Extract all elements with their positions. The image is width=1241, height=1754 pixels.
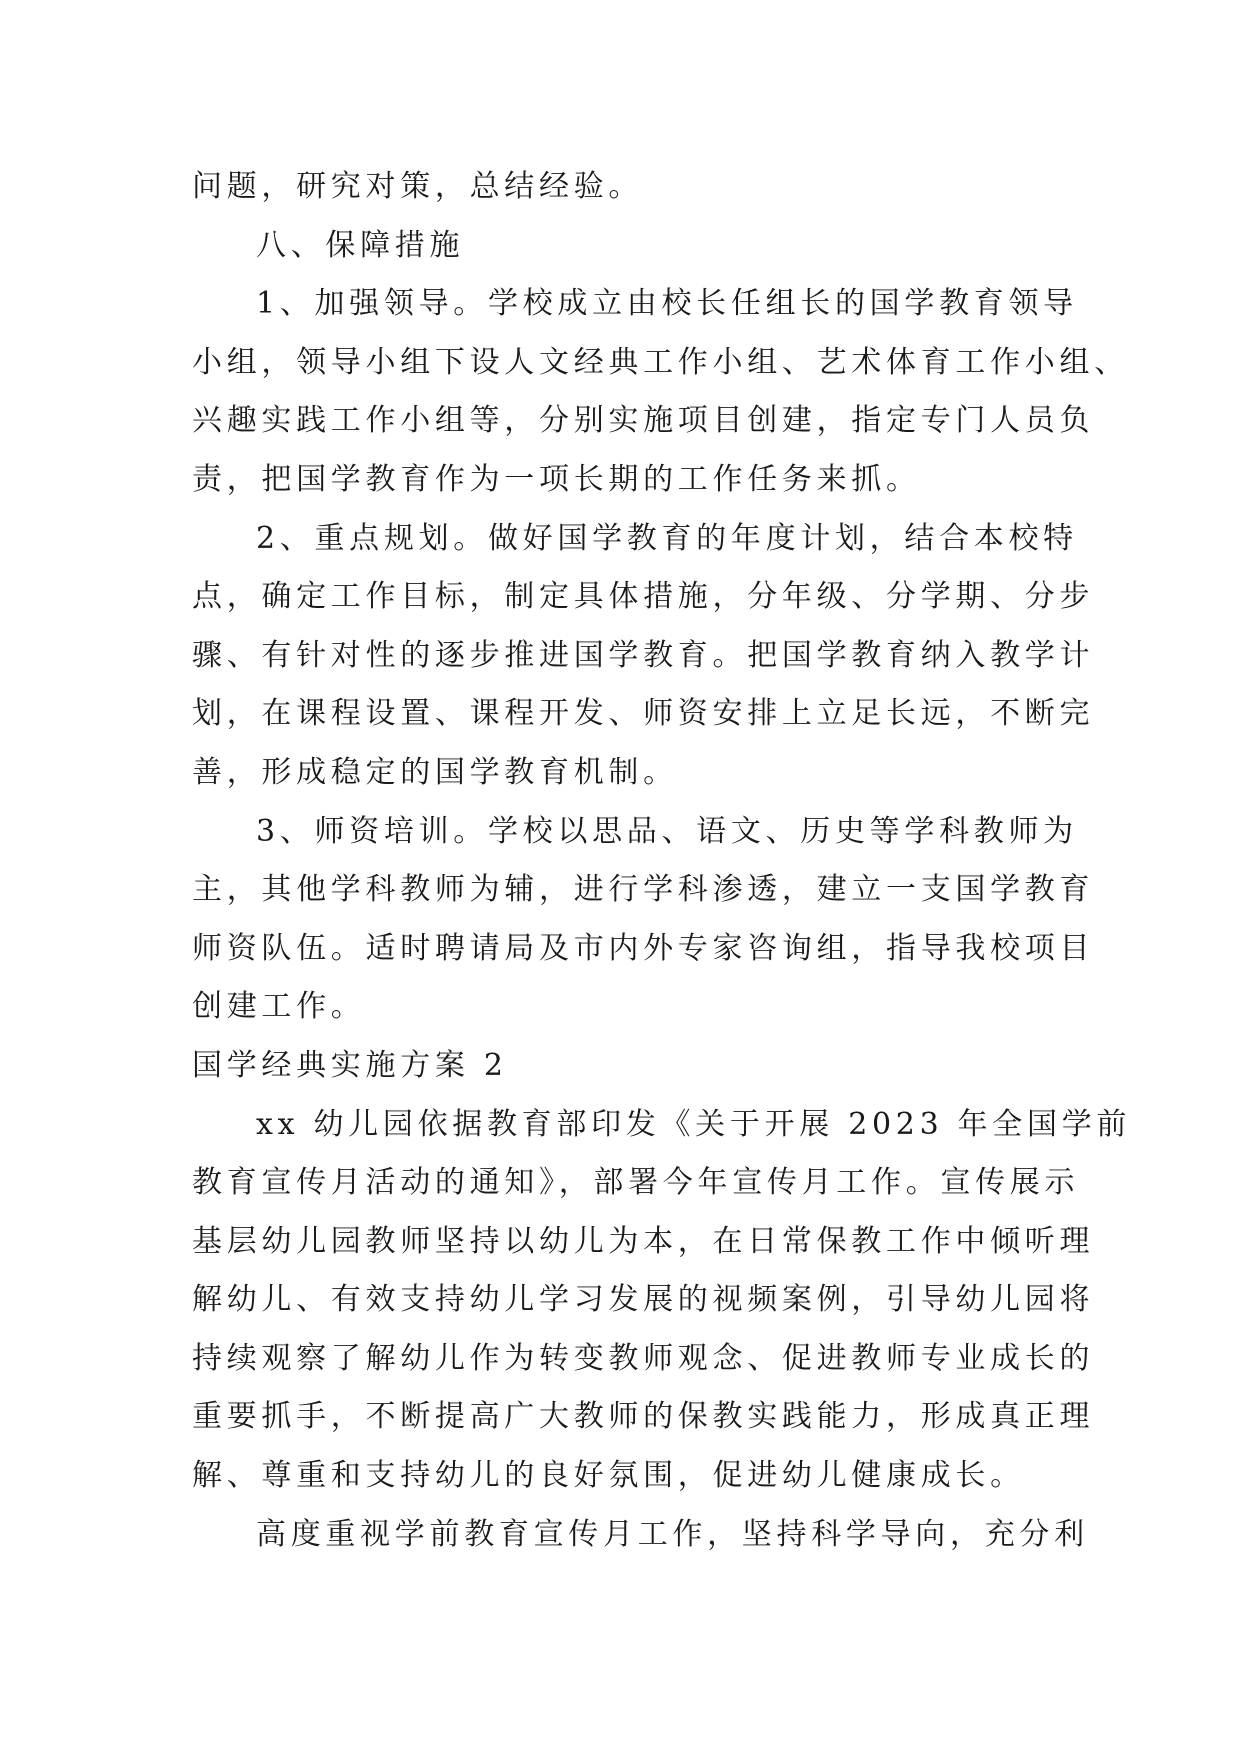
paragraph-planning bbox=[192, 510, 1095, 803]
paragraph-line: 骤、有针对性的逐步推进国学教育。把国学教育纳入教学计 bbox=[192, 637, 1095, 673]
paragraph-line: 问题，研究对策，总结经验。 bbox=[192, 169, 644, 204]
paragraph-kindergarten bbox=[192, 1096, 1132, 1506]
paragraph-line: 2、重点规划。做好国学教育的年度计划，结合本校特 bbox=[256, 520, 1078, 556]
paragraph-line: 划，在课程设置、课程开发、师资安排上立足长远，不断完 bbox=[192, 696, 1095, 732]
paragraph-line: 解幼儿、有效支持幼儿学习发展的视频案例，引导幼儿园将 bbox=[192, 1282, 1095, 1318]
paragraph-line: 小组，领导小组下设人文经典工作小组、艺术体育工作小组、 bbox=[192, 344, 1129, 380]
document-body bbox=[192, 158, 1132, 1564]
paragraph-line: 主，其他学科教师为辅，进行学科渗透，建立一支国学教育 bbox=[192, 872, 1095, 908]
paragraph-leadership bbox=[192, 275, 1129, 509]
paragraph-line: 高度重视学前教育宣传月工作，坚持科学导向，充分利 bbox=[256, 1516, 1089, 1552]
paragraph-line: 创建工作。 bbox=[192, 989, 366, 1025]
paragraph-training bbox=[192, 803, 1095, 1037]
paragraph-line: 重要抓手，不断提高广大教师的保教实践能力，形成真正理 bbox=[192, 1399, 1095, 1435]
paragraph-line: 点，确定工作目标，制定具体措施，分年级、分学期、分步 bbox=[192, 579, 1095, 615]
paragraph-line: 善，形成稳定的国学教育机制。 bbox=[192, 754, 678, 790]
paragraph-line: 师资队伍。适时聘请局及市内外专家咨询组，指导我校项目 bbox=[192, 930, 1095, 966]
paragraph-line: 基层幼儿园教师坚持以幼儿为本，在日常保教工作中倾听理 bbox=[192, 1223, 1095, 1259]
paragraph-line: 3、师资培训。学校以思品、语文、历史等学科教师为 bbox=[256, 813, 1078, 849]
paragraph-line: 解、尊重和支持幼儿的良好氛围，促进幼儿健康成长。 bbox=[192, 1458, 1025, 1494]
paragraph-line: 责，把国学教育作为一项长期的工作任务来抓。 bbox=[192, 461, 921, 497]
section-heading: 八、保障措施 bbox=[256, 227, 465, 263]
paragraph-line: 持续观察了解幼儿作为转变教师观念、促进教师专业成长的 bbox=[192, 1340, 1095, 1376]
paragraph-line: 教育宣传月活动的通知》，部署今年宣传月工作。宣传展示 bbox=[192, 1165, 1080, 1201]
document-title: 国学经典实施方案 2 bbox=[192, 1047, 508, 1083]
paragraph-line: 1、加强领导。学校成立由校长任组长的国学教育领导 bbox=[256, 286, 1078, 322]
paragraph-line: 兴趣实践工作小组等，分别实施项目创建，指定专门人员负 bbox=[192, 403, 1095, 439]
paragraph-line: xx 幼儿园依据教育部印发《关于开展 2023 年全国学前 bbox=[256, 1106, 1132, 1142]
paragraph-emphasis bbox=[192, 1506, 1089, 1565]
